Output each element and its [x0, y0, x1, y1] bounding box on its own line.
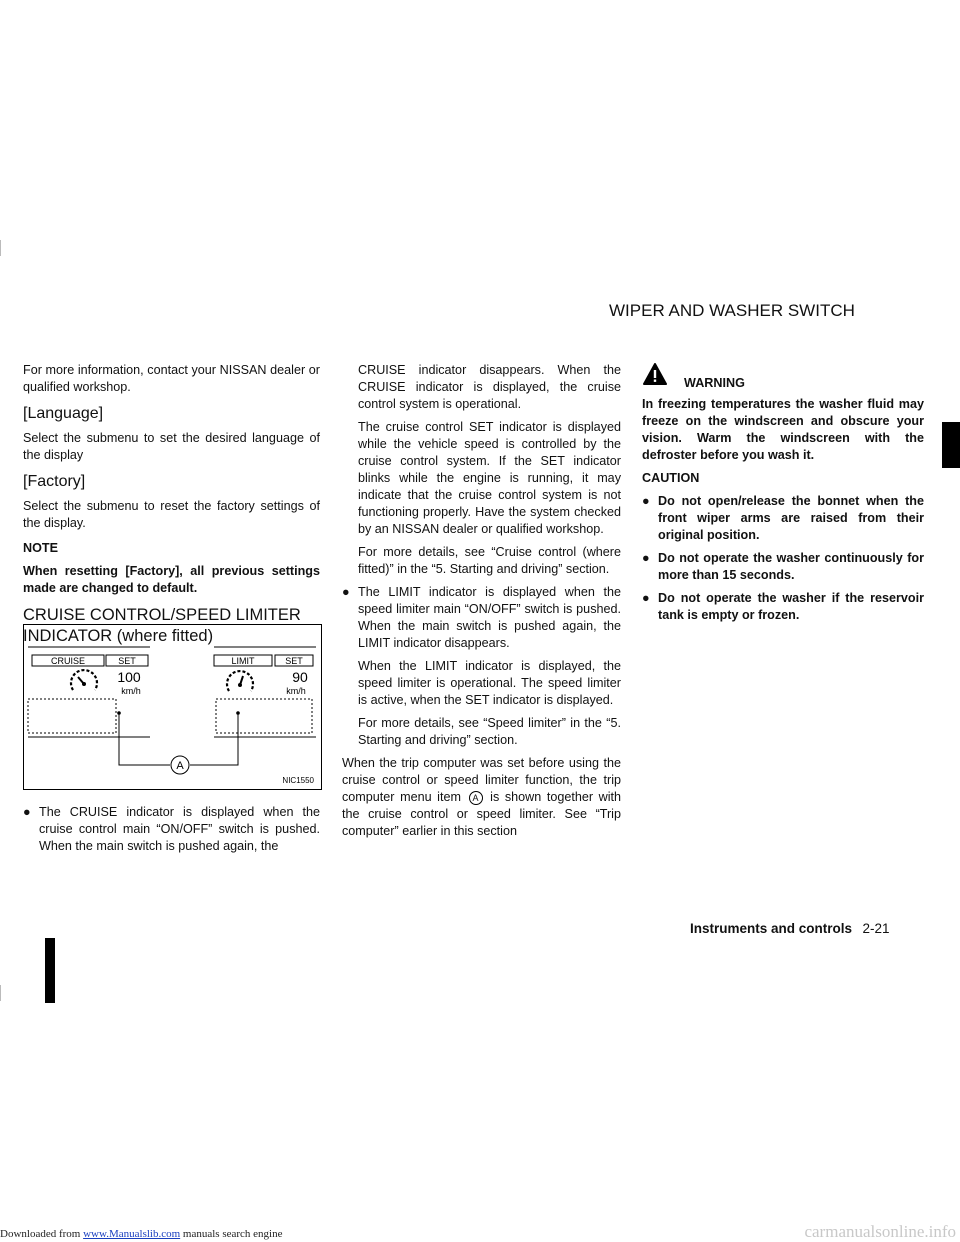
- section-title: WIPER AND WASHER SWITCH: [609, 301, 855, 320]
- caution-item-text: Do not operate the washer continuously for more than 15 seconds.: [658, 551, 924, 582]
- set-label-right: SET: [285, 656, 303, 666]
- cruise-details-ref: For more details, see “Cruise control (where fitted)” in the “5. Starting and driving” section.: [358, 545, 621, 576]
- caution-item: [642, 550, 924, 584]
- left-display-area: [28, 699, 116, 733]
- caution-item: [642, 493, 924, 544]
- limit-label: LIMIT: [231, 656, 255, 666]
- callout-line-left: [119, 713, 170, 765]
- cruise-speed-unit: km/h: [121, 686, 141, 696]
- limiter-details-ref: For more details, see “Speed limiter” in the “5. Starting and driving” section.: [358, 716, 621, 747]
- callout-a-inline: A: [469, 791, 483, 805]
- trip-text-after: is shown together with the cruise control or speed limiter. See “Trip computer” earlier in this section: [342, 790, 622, 838]
- bullet-icon: ●: [642, 494, 650, 508]
- limit-speed-unit: km/h: [286, 686, 306, 696]
- caution-item-text: Do not open/release the bonnet when the front wiper arms are raised from their original position.: [658, 494, 924, 542]
- warning-label: WARNING: [684, 376, 745, 390]
- cruise-display-figure: [23, 624, 322, 790]
- speedometer-icon-left: [71, 670, 97, 690]
- cruise-section-heading-2: INDICATOR (where fitted): [23, 627, 214, 645]
- trip-text-before: When the trip computer was set before using the cruise control or speed limiter function, the trip computer menu item: [342, 756, 621, 804]
- limit-operational-text: When the LIMIT indicator is displayed, the speed limiter is operational. The speed limiter is active, when the SET indicator is displayed.: [358, 659, 621, 707]
- limit-bullet: [342, 584, 621, 652]
- speedometer-icon-right: [227, 671, 253, 691]
- cruise-bullet: [23, 804, 320, 855]
- warning-heading: [642, 362, 924, 388]
- cruise-bullet-text: The CRUISE indicator is displayed when the cruise control main “ON/OFF” switch is pushed. When the main switch is pushed again, the: [39, 805, 320, 853]
- callout-line-right: [190, 713, 238, 765]
- crop-mark: [0, 240, 1, 256]
- bullet-icon: ●: [642, 591, 650, 605]
- figure-code: NIC1550: [282, 776, 314, 785]
- language-heading: [Language]: [23, 405, 104, 422]
- footer-prefix: Downloaded from: [0, 1228, 84, 1240]
- limit-bullet-text: The LIMIT indicator is displayed when the speed limiter main “ON/OFF” switch is pushed. When the main switch is pushed again, the LIMIT indicator disappears.: [358, 585, 621, 650]
- set-indicator-text: The cruise control SET indicator is displayed while the vehicle speed is controlled by the cruise control system. If the SET indicator blinks while the engine is running, it may indicate that the cruise control system is not functioning properly. Have the system checked by an NISSAN dealer or qualified workshop.: [358, 420, 621, 536]
- page-bar: [45, 938, 55, 1003]
- factory-text: Select the submenu to reset the factory settings of the display.: [23, 499, 320, 530]
- footer-suffix: manuals search engine: [180, 1228, 283, 1240]
- chapter-tab: [942, 422, 960, 468]
- intro-text: For more information, contact your NISSAN dealer or qualified workshop.: [23, 363, 320, 394]
- cruise-speed-value: 100: [117, 669, 141, 685]
- right-display-area: [216, 699, 312, 733]
- cruise-section-heading-1: CRUISE CONTROL/SPEED LIMITER: [23, 606, 301, 624]
- note-label: NOTE: [23, 541, 58, 555]
- bullet-icon: ●: [342, 585, 350, 599]
- warning-icon: [642, 362, 668, 386]
- crop-mark: [0, 985, 1, 1001]
- page-footer: [690, 920, 890, 938]
- note-text: When resetting [Factory], all previous settings made are changed to default.: [23, 564, 320, 595]
- caution-label: CAUTION: [642, 471, 700, 485]
- watermark: carmanualsonline.info: [804, 1222, 956, 1241]
- bullet-icon: ●: [642, 551, 650, 565]
- callout-a-label: A: [176, 760, 184, 772]
- factory-heading: [Factory]: [23, 473, 86, 490]
- manualslib-link[interactable]: www.Manualslib.com: [83, 1228, 181, 1240]
- bullet-icon: ●: [23, 805, 31, 819]
- column-2: [342, 362, 621, 840]
- column-1-bottom: [23, 804, 320, 855]
- cruise-label: CRUISE: [50, 656, 86, 666]
- warning-text: In freezing temperatures the washer fluid may freeze on the windscreen and obscure your vision. Warm the windscreen with the defroster before you wash it.: [642, 397, 924, 462]
- set-label-left: SET: [118, 656, 136, 666]
- page-number: 2-21: [862, 921, 890, 936]
- trip-computer-text: [342, 755, 621, 840]
- caution-item: [642, 590, 924, 624]
- cruise-continuation: CRUISE indicator disappears. When the CRUISE indicator is displayed, the cruise control system is operational.: [358, 363, 621, 411]
- language-text: Select the submenu to set the desired language of the display: [23, 431, 320, 462]
- figure-svg: [24, 625, 321, 789]
- chapter-name: Instruments and controls: [690, 921, 853, 936]
- download-footer: [0, 1228, 282, 1240]
- caution-item-text: Do not operate the washer if the reservoir tank is empty or frozen.: [658, 591, 924, 622]
- limit-speed-value: 90: [292, 669, 308, 685]
- column-3: [642, 362, 924, 624]
- column-1: [23, 362, 320, 647]
